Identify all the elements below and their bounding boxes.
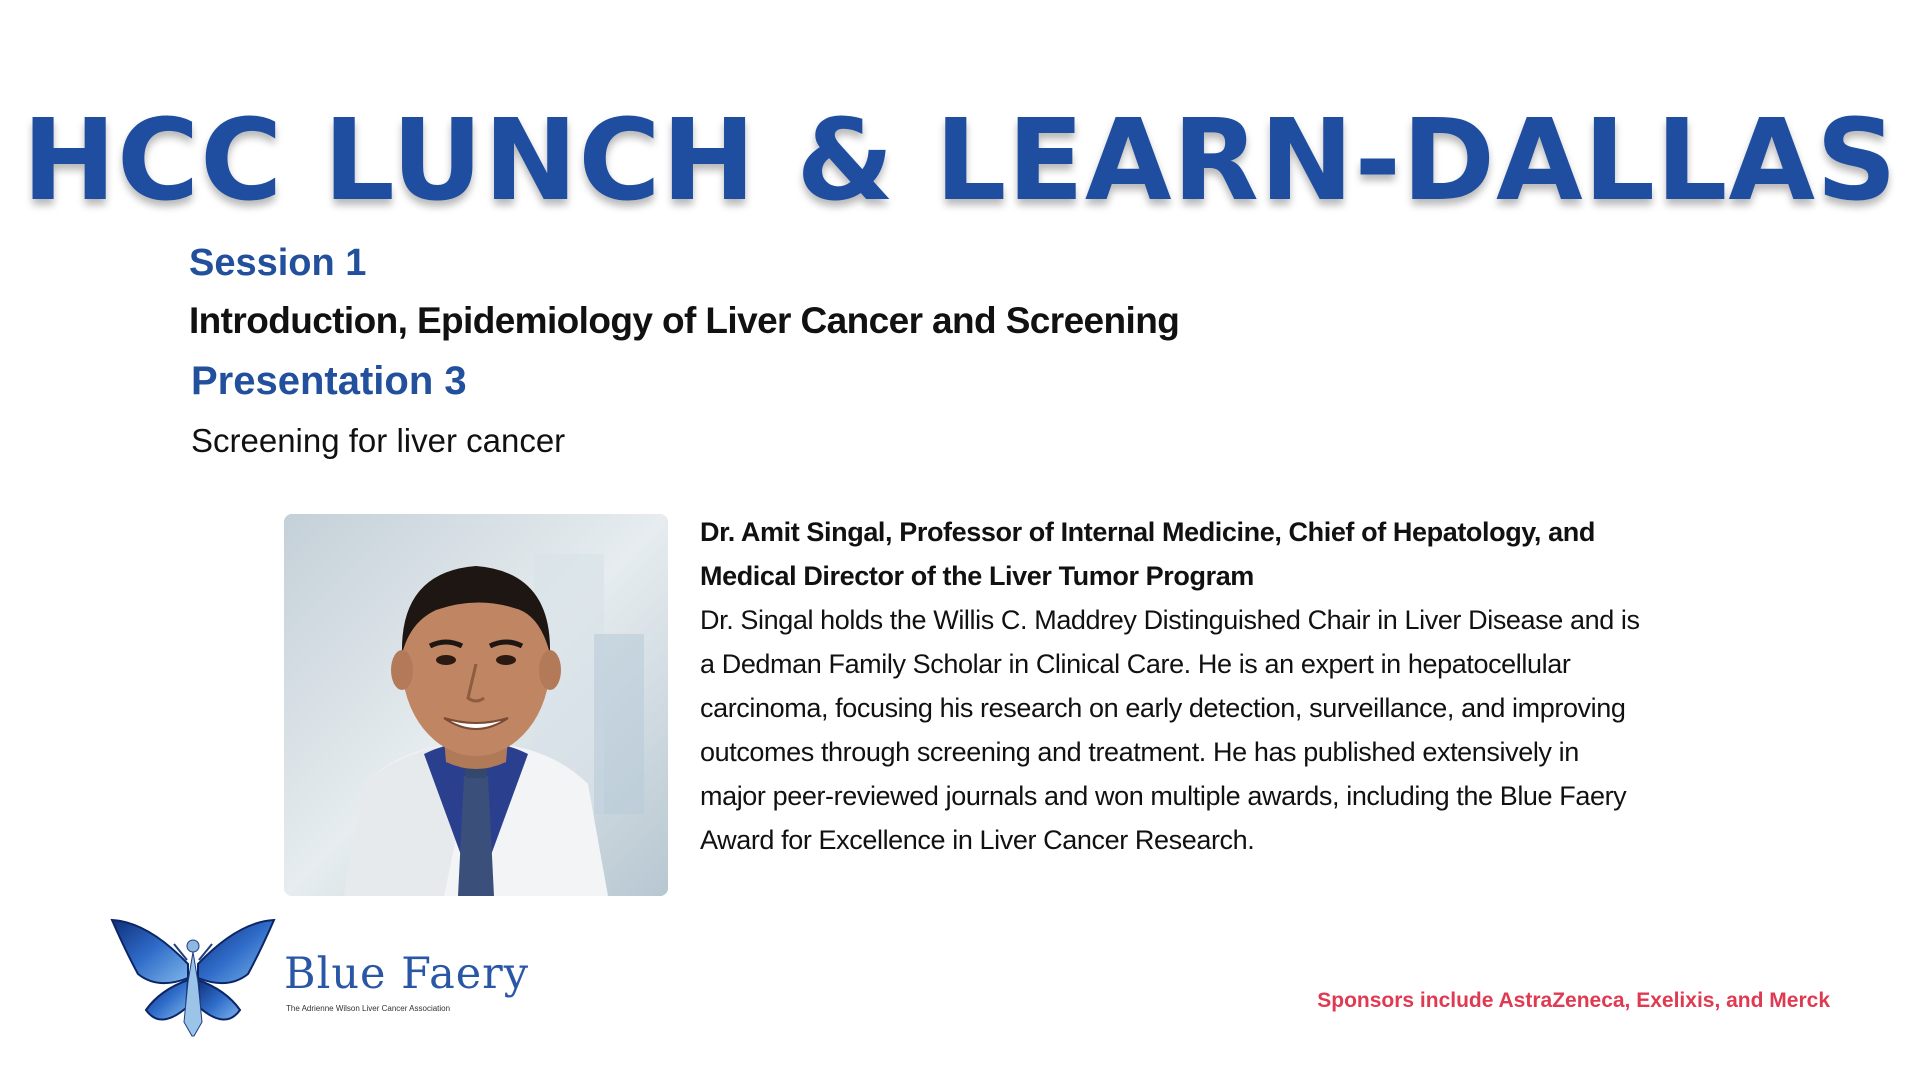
session-label: Session 1	[189, 242, 367, 284]
presentation-label: Presentation 3	[191, 359, 467, 403]
session-title: Introduction, Epidemiology of Liver Cancer and Screening	[189, 300, 1180, 341]
logo-name: Blue Faery	[284, 949, 530, 999]
speaker-name-line-2: Medical Director of the Liver Tumor Program	[700, 561, 1254, 591]
speaker-photo	[284, 514, 668, 896]
logo-tagline: The Adrienne Wilson Liver Cancer Association	[286, 1004, 451, 1013]
presentation-title: Screening for liver cancer	[191, 422, 566, 459]
speaker-name-line-1: Dr. Amit Singal, Professor of Internal Medicine, Chief of Hepatology, and	[700, 517, 1595, 547]
speaker-bio	[700, 510, 1640, 862]
butterfly-fairy-icon	[108, 912, 278, 1042]
blue-faery-logo	[108, 912, 530, 1042]
event-title: HCC LUNCH & LEARN-DALLAS	[22, 96, 1898, 226]
speaker-biography: Dr. Singal holds the Willis C. Maddrey Distinguished Chair in Liver Disease and is a Dedman Family Scholar in Clinical Care. He is an expert in hepatocellular carcinoma, focusing his research on early detection, surveillance, and improving outcomes through screening and treatment. He has published extensively in major peer-reviewed journals and won multiple awards, including the Blue Faery Award for Excellence in Liver Cancer Research.	[700, 605, 1640, 855]
portrait-photo-icon	[284, 514, 668, 896]
sponsors-text: Sponsors include AstraZeneca, Exelixis, and Merck	[1317, 989, 1830, 1012]
